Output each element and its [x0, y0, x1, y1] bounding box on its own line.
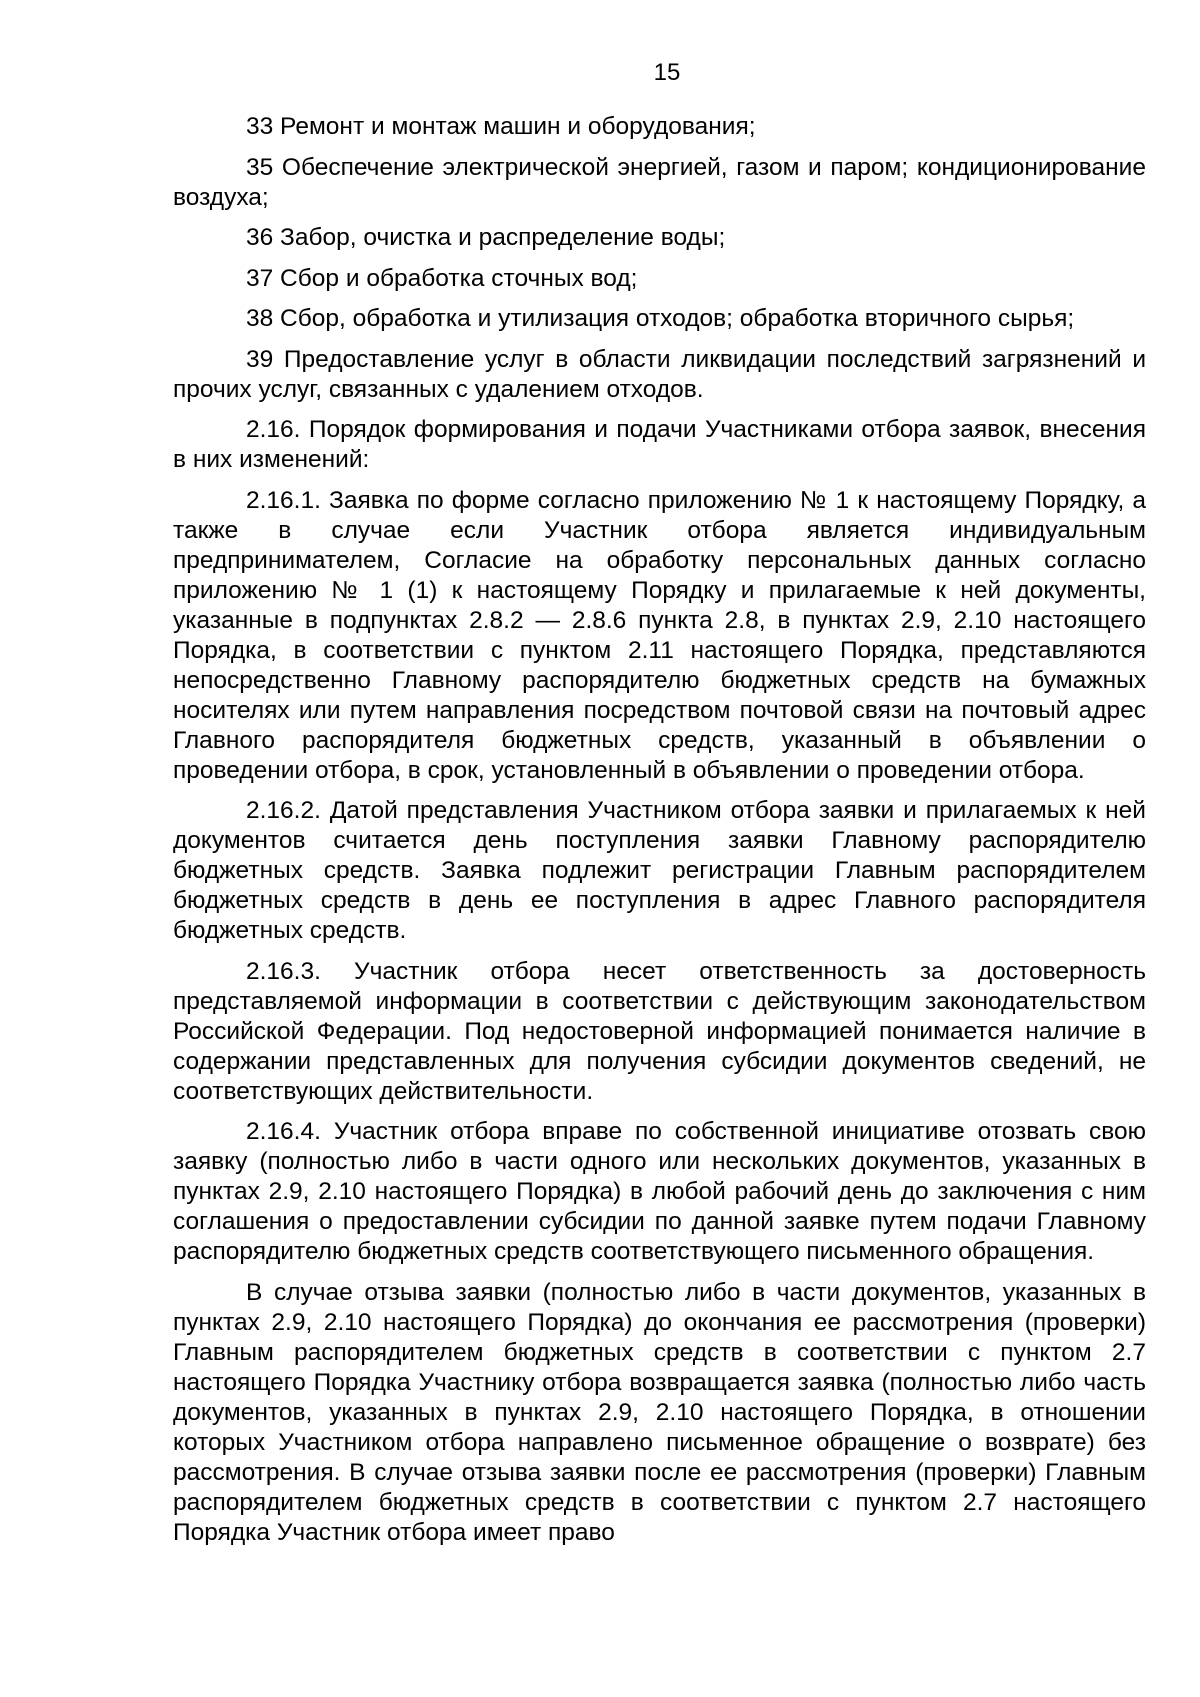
paragraph-okved-35: 35 Обеспечение электрической энергией, газом и паром; кондиционирование воздуха; [173, 153, 1146, 211]
paragraph-2-16-3: 2.16.3. Участник отбора несет ответственность за достоверность представляемой информации в соответствии с действующим законодательством Российской Федерации. Под недостоверной информацией понимается наличие в содержании представленных для получения субсидии документов сведений, не соответствующих действительности. [173, 957, 1146, 1105]
paragraph-okved-36: 36 Забор, очистка и распределение воды; [246, 224, 726, 251]
paragraph-2-16-1: 2.16.1. Заявка по форме согласно приложению № 1 к настоящему Порядку, а также в случае если Участник отбора является индивидуальным предпринимателем, Согласие на обработку персональных данных согласно приложению № 1 (1) к настоящему Порядку и прилагаемые к ней документы, указанные в подпунктах 2.8.2 — 2.8.6 пункта 2.8, в пунктах 2.9, 2.10 настоящего Порядка, в соответствии с пунктом 2.11 настоящего Порядка, представляются непосредственно Главному распорядителю бюджетных средств на бумажных носителях или путем направления посредством почтовой связи на почтовый адрес Главного распорядителя бюджетных средств, указанный в объявлении о проведении отбора, в срок, установленный в объявлении о проведении отбора. [173, 486, 1146, 784]
paragraph-2-16: 2.16. Порядок формирования и подачи Участниками отбора заявок, внесения в них изменений: [173, 416, 1146, 473]
page-number: 15 [653, 59, 681, 86]
document-body [173, 112, 1146, 1558]
paragraph-okved-37: 37 Сбор и обработка сточных вод; [246, 264, 638, 292]
paragraph-withdrawal: В случае отзыва заявки (полностью либо в части документов, указанных в пунктах 2.9, 2.10 настоящего Порядка) до окончания ее рассмотрения (проверки) Главным распорядителем бюджетных средств в соответствии с пунктом 2.7 настоящего Порядка Участнику отбора возвращается заявка (полностью либо часть документов, указанных в пунктах 2.9, 2.10 настоящего Порядка, в отношении которых Участником отбора направлено письменное обращение о возврате) без рассмотрения. В случае отзыва заявки после ее рассмотрения (проверки) Главным распорядителем бюджетных средств в соответствии с пунктом 2.7 настоящего Порядка Участник отбора имеет право [173, 1278, 1146, 1546]
paragraph-okved-38: 38 Сбор, обработка и утилизация отходов; обработка вторичного сырья; [246, 305, 1075, 332]
paragraph-okved-39: 39 Предоставление услуг в области ликвидации последствий загрязнений и прочих услуг, связанных с удалением отходов. [173, 345, 1146, 403]
paragraph-2-16-2: 2.16.2. Датой представления Участником отбора заявки и прилагаемых к ней документов считается день поступления заявки Главному распорядителю бюджетных средств. Заявка подлежит регистрации Главным распорядителем бюджетных средств в день ее поступления в адрес Главного распорядителя бюджетных средств. [173, 797, 1146, 944]
paragraph-okved-33: 33 Ремонт и монтаж машин и оборудования; [246, 113, 756, 140]
paragraph-2-16-4: 2.16.4. Участник отбора вправе по собственной инициативе отозвать свою заявку (полностью либо в части одного или нескольких документов, указанных в пунктах 2.9, 2.10 настоящего Порядка) в любой рабочий день до заключения с ним соглашения о предоставлении субсидии по данной заявке путем подачи Главному распорядителю бюджетных средств соответствующего письменного обращения. [173, 1118, 1146, 1265]
